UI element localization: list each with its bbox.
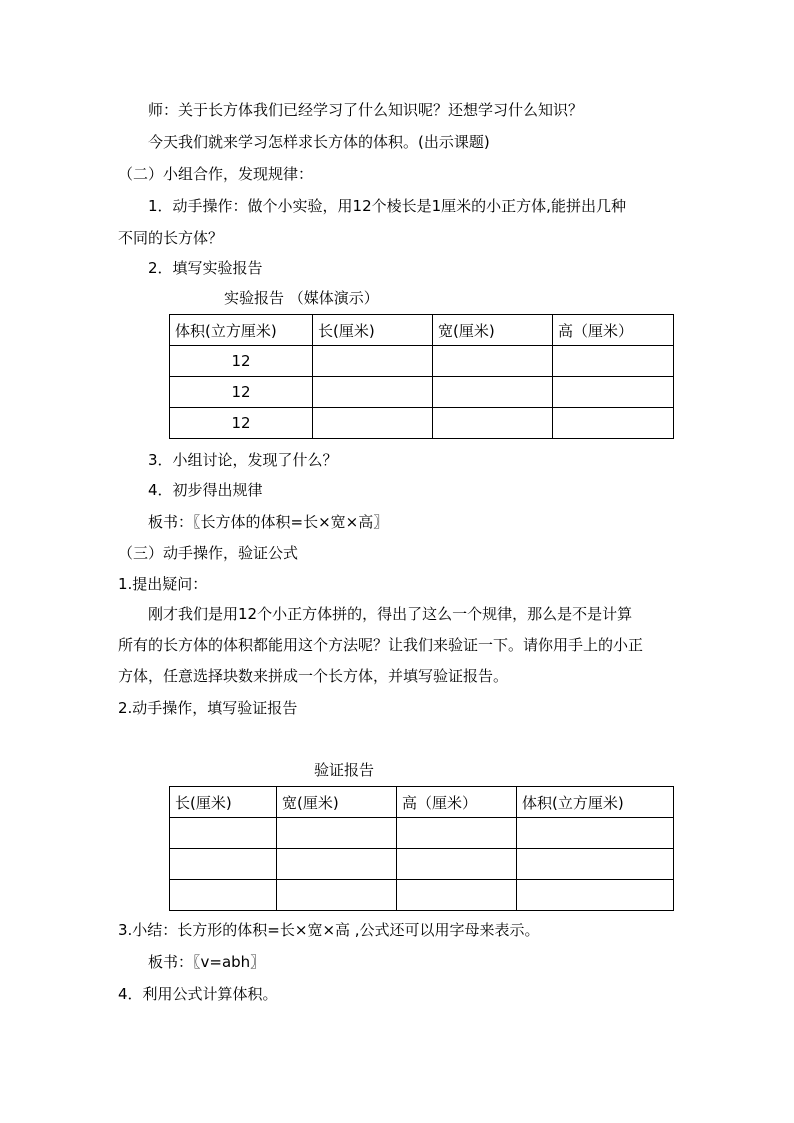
header-cell: 长(厘米): [313, 315, 433, 346]
text-line: 师：关于长方体我们已经学习了什么知识呢？还想学习什么知识？: [148, 101, 584, 119]
table-cell: [170, 849, 277, 880]
table-cell: [397, 818, 517, 849]
table1-caption: 实验报告 （媒体演示）: [224, 289, 379, 307]
table-cell: [397, 880, 517, 911]
table-cell: [517, 849, 674, 880]
blackboard-note: 板书：〖v=abh〗: [148, 953, 266, 971]
text-line: 所有的长方体的体积都能用这个方法呢？让我们来验证一下。请你用手上的小正: [118, 636, 644, 654]
header-cell: 长(厘米): [170, 787, 277, 818]
text-line: 2.动手操作，填写验证报告: [118, 699, 298, 717]
table-cell: [553, 377, 674, 408]
table-cell: [170, 818, 277, 849]
table-cell: [170, 880, 277, 911]
table-header-row: [170, 315, 674, 346]
text-line: 4．利用公式计算体积。: [118, 985, 278, 1003]
table-row: [170, 849, 674, 880]
header-cell: 体积(立方厘米): [517, 787, 674, 818]
table-cell: [313, 408, 433, 439]
table-cell: [433, 408, 553, 439]
text-line: 3．小组讨论，发现了什么？: [148, 451, 338, 469]
table-cell: 12: [170, 346, 313, 377]
text-line: 1.提出疑问：: [118, 575, 208, 593]
table-cell: [397, 849, 517, 880]
table-header-row: [170, 787, 674, 818]
table-cell: [313, 377, 433, 408]
table-row: [170, 346, 674, 377]
table-cell: 12: [170, 408, 313, 439]
text-line: 刚才我们是用12个小正方体拼的，得出了这么一个规律，那么是不是计算: [148, 605, 633, 623]
header-cell: 高（厘米）: [397, 787, 517, 818]
text-line: 1．动手操作：做个小实验，用12个棱长是1厘米的小正方体,能拼出几种: [148, 197, 626, 215]
table-cell: [433, 377, 553, 408]
table-cell: [553, 408, 674, 439]
table-cell: [277, 849, 397, 880]
table-cell: [313, 346, 433, 377]
table-cell: [517, 880, 674, 911]
text-line: 不同的长方体？: [118, 229, 224, 247]
table-row: [170, 818, 674, 849]
table-cell: [553, 346, 674, 377]
verification-report-table: [169, 786, 674, 911]
table-row: [170, 880, 674, 911]
section-heading: （二）小组合作，发现规律：: [118, 165, 314, 183]
table-row: [170, 408, 674, 439]
table-cell: [277, 818, 397, 849]
text-line: 2．填写实验报告: [148, 259, 263, 277]
text-line: 4．初步得出规律: [148, 481, 263, 499]
text-line: 方体，任意选择块数来拼成一个长方体，并填写验证报告。: [118, 667, 509, 685]
header-cell: 宽(厘米): [277, 787, 397, 818]
text-line: 3.小结：长方形的体积=长×宽×高 ,公式还可以用字母来表示。: [118, 921, 540, 939]
blackboard-note: 板书：〖长方体的体积=长×宽×高〗: [148, 513, 389, 531]
table-cell: [433, 346, 553, 377]
table-cell: [517, 818, 674, 849]
text-line: 今天我们就来学习怎样求长方体的体积。(出示课题): [148, 133, 490, 151]
table-cell: [277, 880, 397, 911]
table2-caption: 验证报告: [314, 761, 375, 779]
experiment-report-table: [169, 314, 674, 439]
table-row: [170, 377, 674, 408]
section-heading: （三）动手操作，验证公式: [118, 544, 299, 562]
header-cell: 高（厘米）: [553, 315, 674, 346]
header-cell: 宽(厘米): [433, 315, 553, 346]
header-cell: 体积(立方厘米): [170, 315, 313, 346]
table-cell: 12: [170, 377, 313, 408]
